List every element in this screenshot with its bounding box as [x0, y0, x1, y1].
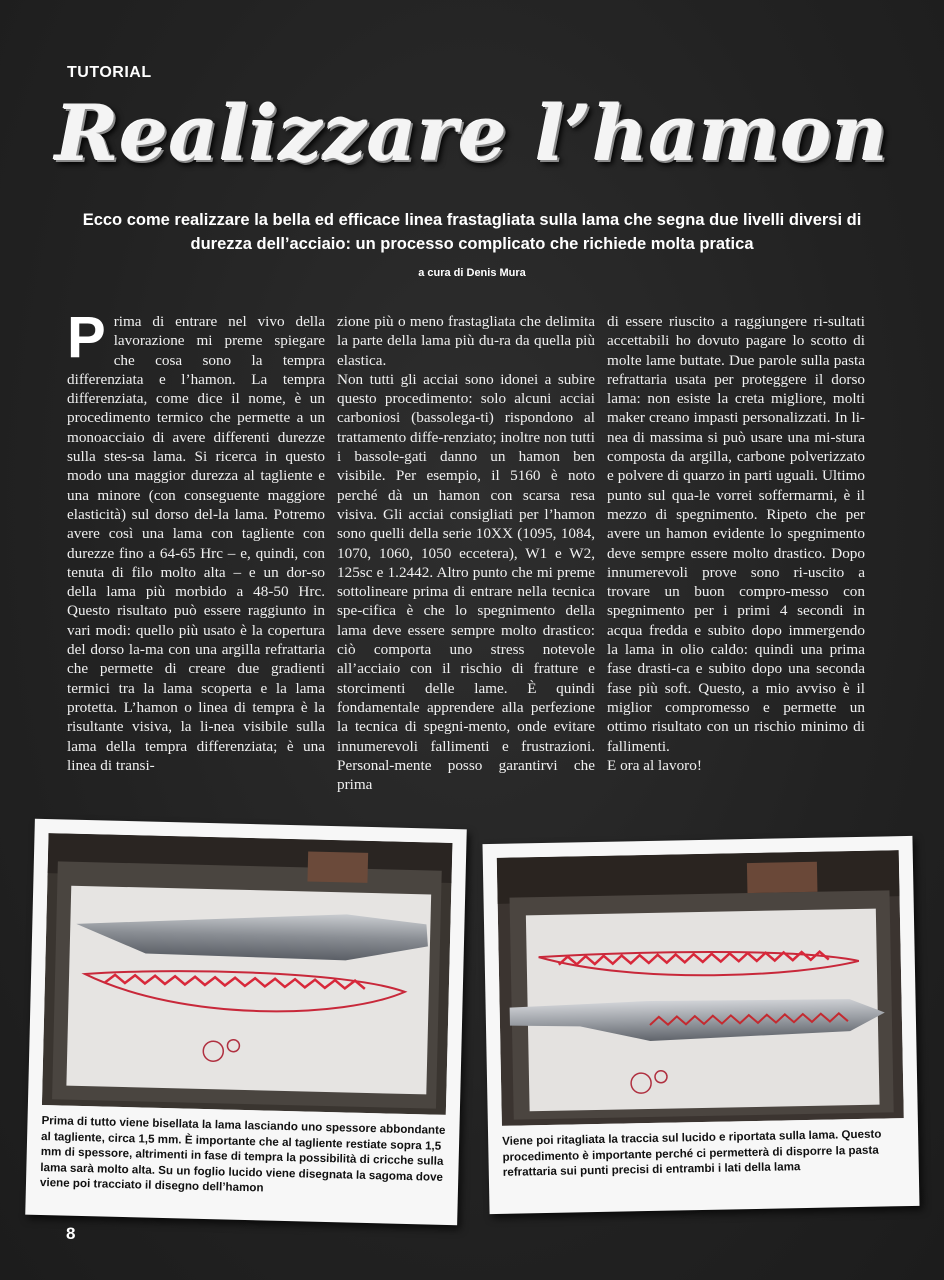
drop-cap: P [67, 305, 106, 370]
body-column-2: zione più o meno frastagliata che delimita la parte della lama più du-ra da quella più elastica. Non tutti gli acciai sono idonei a subire questo procedimento: solo alcuni acciai carboniosi (bassolega-ti) rispondono al trattamento diffe-renziato; inoltre non tutti i bassole-gati danno un hamon ben visibile. Per esempio, il 5160 è noto perché dà un hamon con scarsa resa visiva. Gli acciai consigliati per l’hamon sono quelli della serie 10XX (1095, 1084, 1070, 1060, 1050 eccetera), W1 e W2, 125sc e 1.2442. Altro punto che mi preme sottolineare prima di entrare nella tecnica spe-cifica è che lo spegnimento della lama deve essere sempre molto drastico: ciò comporta uno stress notevole all’acciaio con il rischio di fratture e storcimenti delle lame. È quindi fondamentale apprendere alla perfezione la tecnica di spegni-mento, onde evitare innumerevoli fallimenti e frustrazioni. Personal-mente posso garantirvi che prima [337, 313, 595, 794]
article-title: Realizzare l’hamon [55, 89, 889, 178]
blade-on-tracing-photo [42, 833, 453, 1115]
page-number: 8 [66, 1224, 76, 1243]
body-column-3: di essere riuscito a raggiungere ri-sultati accettabili ho dovuto pagare lo scotto di molte lame buttate. Due parole sulla pasta refrattaria usata per proteggere il dorso lama: non esiste la creta migliore, molti maker creano impasti personalizzati. In li-nea di massima si può usare una mi-stura composta da argilla, carbone polverizzato e polvere di quarzo in parti uguali. Ultimo punto sul qua-le vorrei soffermarmi, è il mezzo di spegnimento. Ripeto che per avere un hamon evidente lo spegnimento deve sempre essere molto drastico. Dopo innumerevoli prove sono ri-uscito a trovare un buon compro-messo con spegnimento per i primi 4 secondi in acqua fredda e subito dopo immergendo la lama in olio caldo: quindi una prima fase drasti-ca e subito dopo una seconda fase più soft. Questo, a mio avviso è il miglior compromesso e permette un ottimo risultato con un rischio minimo di fallimenti. E ora al lavoro! [607, 313, 865, 774]
article-subtitle: Ecco come realizzare la bella ed efficace linea frastagliata sulla lama che segna due livelli diversi di durezza dell’acciaio: un processo complicato che richiede molta pratica [82, 211, 862, 253]
photo-frame-1 [25, 819, 467, 1225]
photo-caption-1: Prima di tutto viene bisellata la lama lasciando uno spessore abbondante al tagliente, circa 1,5 mm. È importante che al tagliente restiate sopra 1,5 mm di spessore, altrimenti in fase di tempra la possibilità di cricche sulla lama sarà molto alta. Su un foglio lucido viene disegnata la sagoma dove viene poi tracciato il disegno dell’hamon [39, 1114, 446, 1195]
body-text-1: rima di entrare nel vivo della lavorazione mi preme spiegare che cosa sono la tempra differenziata e l’hamon. La tempra differenziata, come dice il nome, è un procedimento termico che permette a un monoacciaio di avere differenti durezze sulla stes-sa lama. Si ricerca in questo modo una maggior durezza al tagliente e una minore (con conseguente maggiore elasticità) sul dorso del-la lama. Potremo avere così una lama con tagliente con durezze fino a 64-65 Hrc – e, quindi, con tenuta di filo molto alta – e un dor-so della lama più morbido a 48-50 Hrc. Questo risultato può essere raggiunto in vari modi: quello più usato è la copertura del dorso la-ma con una argilla refrattaria che permette di creare due gradienti termici tra la lama scoperta e la lama protetta. L’hamon o linea di tempra è la risultante visiva, la li-nea visibile sulla lama della tempra differenziata; è una linea di transi- [67, 313, 325, 774]
photo-frame-2 [482, 836, 919, 1214]
body-column-1 [67, 305, 325, 775]
photo-caption-2: Viene poi ritagliata la traccia sul lucido e riportata sulla lama. Questo procedimento è importante perché ci permetterà di disporre la pasta refrattaria sui punti precisi di entrambi i lati della lama [502, 1127, 882, 1179]
traced-blade-photo [497, 850, 904, 1126]
byline: a cura di Denis Mura [418, 267, 526, 279]
section-tag: TUTORIAL [67, 64, 152, 81]
